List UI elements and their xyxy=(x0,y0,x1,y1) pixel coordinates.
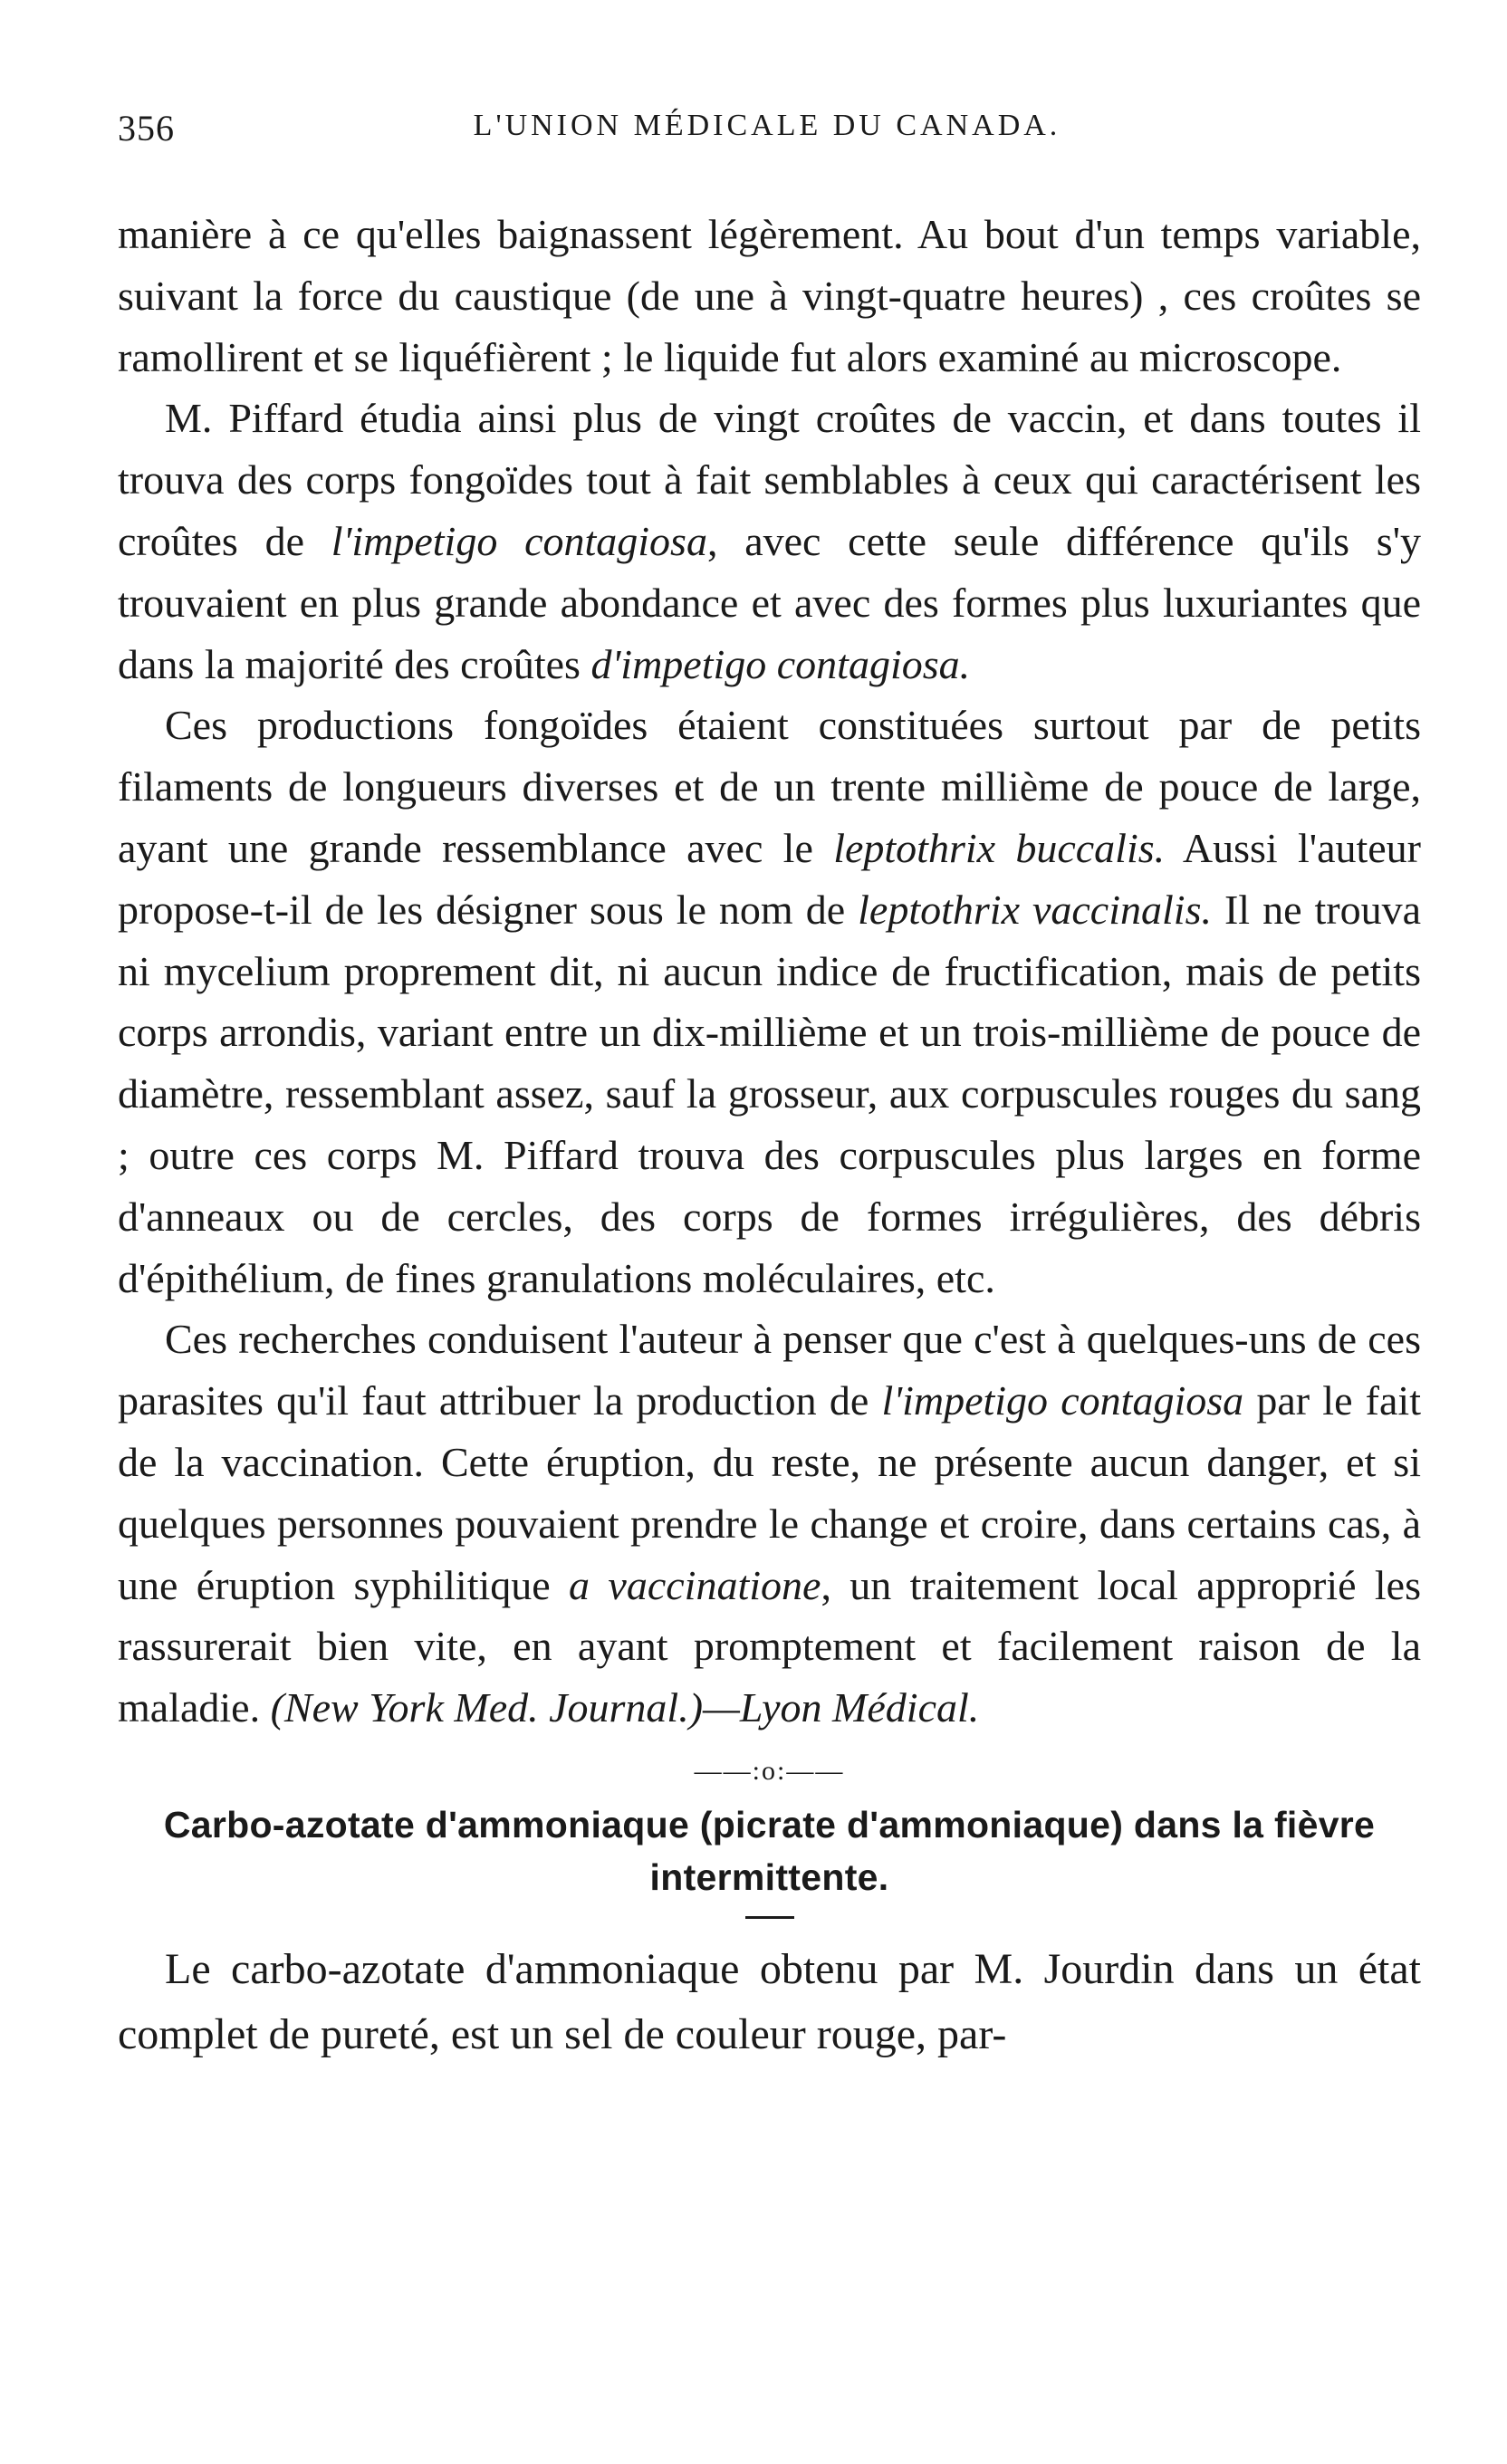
italic-text: leptothrix buccalis. xyxy=(833,824,1166,871)
text-run: M. Piffard étudia ainsi plus de vingt croûtes de vaccin, et dans toutes il trouva des corps fongoïdes tout à fait semblables à ceux qui caractérisent les croûtes de xyxy=(118,395,1421,564)
text-run: par le fait de la vaccination. Cette éruption, du reste, ne présente aucun danger, et si quelques personnes pouvaient prendre le change et croire, dans certains cas, à une éruption syphilitique xyxy=(118,1377,1421,1608)
text-run: Ces recherches conduisent l'auteur à penser que c'est à quelques-uns de ces parasites qu'il faut attribuer la production de xyxy=(118,1316,1421,1424)
final-paragraph: Le carbo-azotate d'ammoniaque obtenu par M. Jourdin dans un état complet de pureté, est un sel de couleur rouge, par- xyxy=(118,1944,1421,2058)
paragraph-2 xyxy=(118,388,1421,695)
text-run: , un traitement local approprié les rassurerait bien vite, en ayant promptement et facilement raison de la maladie. xyxy=(118,1561,1422,1731)
paragraph-1 xyxy=(118,204,1421,388)
article-body xyxy=(118,204,1421,2067)
italic-text: (New York Med. Journal.)—Lyon Médical. xyxy=(270,1684,980,1731)
page-header xyxy=(118,107,1416,161)
running-title: L'UNION MÉDICALE DU CANADA. xyxy=(473,109,1061,142)
italic-text: a vaccinatione xyxy=(569,1561,821,1608)
heading-rule xyxy=(745,1916,794,1919)
text-run: Il ne trouva ni mycelium proprement dit, ni aucun indice de fructification, mais de petits corps arrondis, variant entre un dix-millième et un trois-millième de pouce de diamètre, ressemblant assez, sauf la grosseur, aux corpuscules rouges du sang ; outre ces corps M. Piffard trouva des corpuscules plus larges en forme d'anneaux ou de cercles, des corps de formes irrégulières, des débris d'épithélium, de fines granulations moléculaires, etc. xyxy=(118,886,1422,1301)
paragraph-3 xyxy=(118,695,1421,1309)
italic-text: leptothrix vaccinalis. xyxy=(858,886,1212,933)
text-run: , avec cette seule différence qu'ils s'y trouvaient en plus grande abondance et avec des formes plus luxuriantes que dans la majorité des croûtes xyxy=(118,517,1421,687)
text-run: Ces productions fongoïdes étaient constituées surtout par de petits filaments de longueurs diverses et de un trente millième de pouce de large, ayant une grande ressemblance avec le xyxy=(118,702,1421,871)
italic-text: l'impetigo contagiosa xyxy=(331,517,707,564)
section-heading: Carbo-azotate d'ammoniaque (picrate d'ammoniaque) dans la fièvre intermittente. xyxy=(163,1803,1376,1898)
text-run: Aussi l'auteur propose-t-il de les désigner sous le nom de xyxy=(118,824,1421,933)
page-number: 356 xyxy=(118,108,175,149)
paragraph-4 xyxy=(118,1309,1421,1739)
text-run: manière à ce qu'elles baignassent légèrement. Au bout d'un temps variable, suivant la force du caustique (de une à vingt-quatre heures) , ces croûtes se ramollirent et se liquéfièrent ; le liquide fut alors examiné au microscope. xyxy=(118,211,1421,380)
section-separator: ——:o:—— xyxy=(694,1755,845,1786)
italic-text: d'impetigo contagiosa. xyxy=(590,640,971,687)
italic-text: l'impetigo contagiosa xyxy=(881,1377,1244,1424)
